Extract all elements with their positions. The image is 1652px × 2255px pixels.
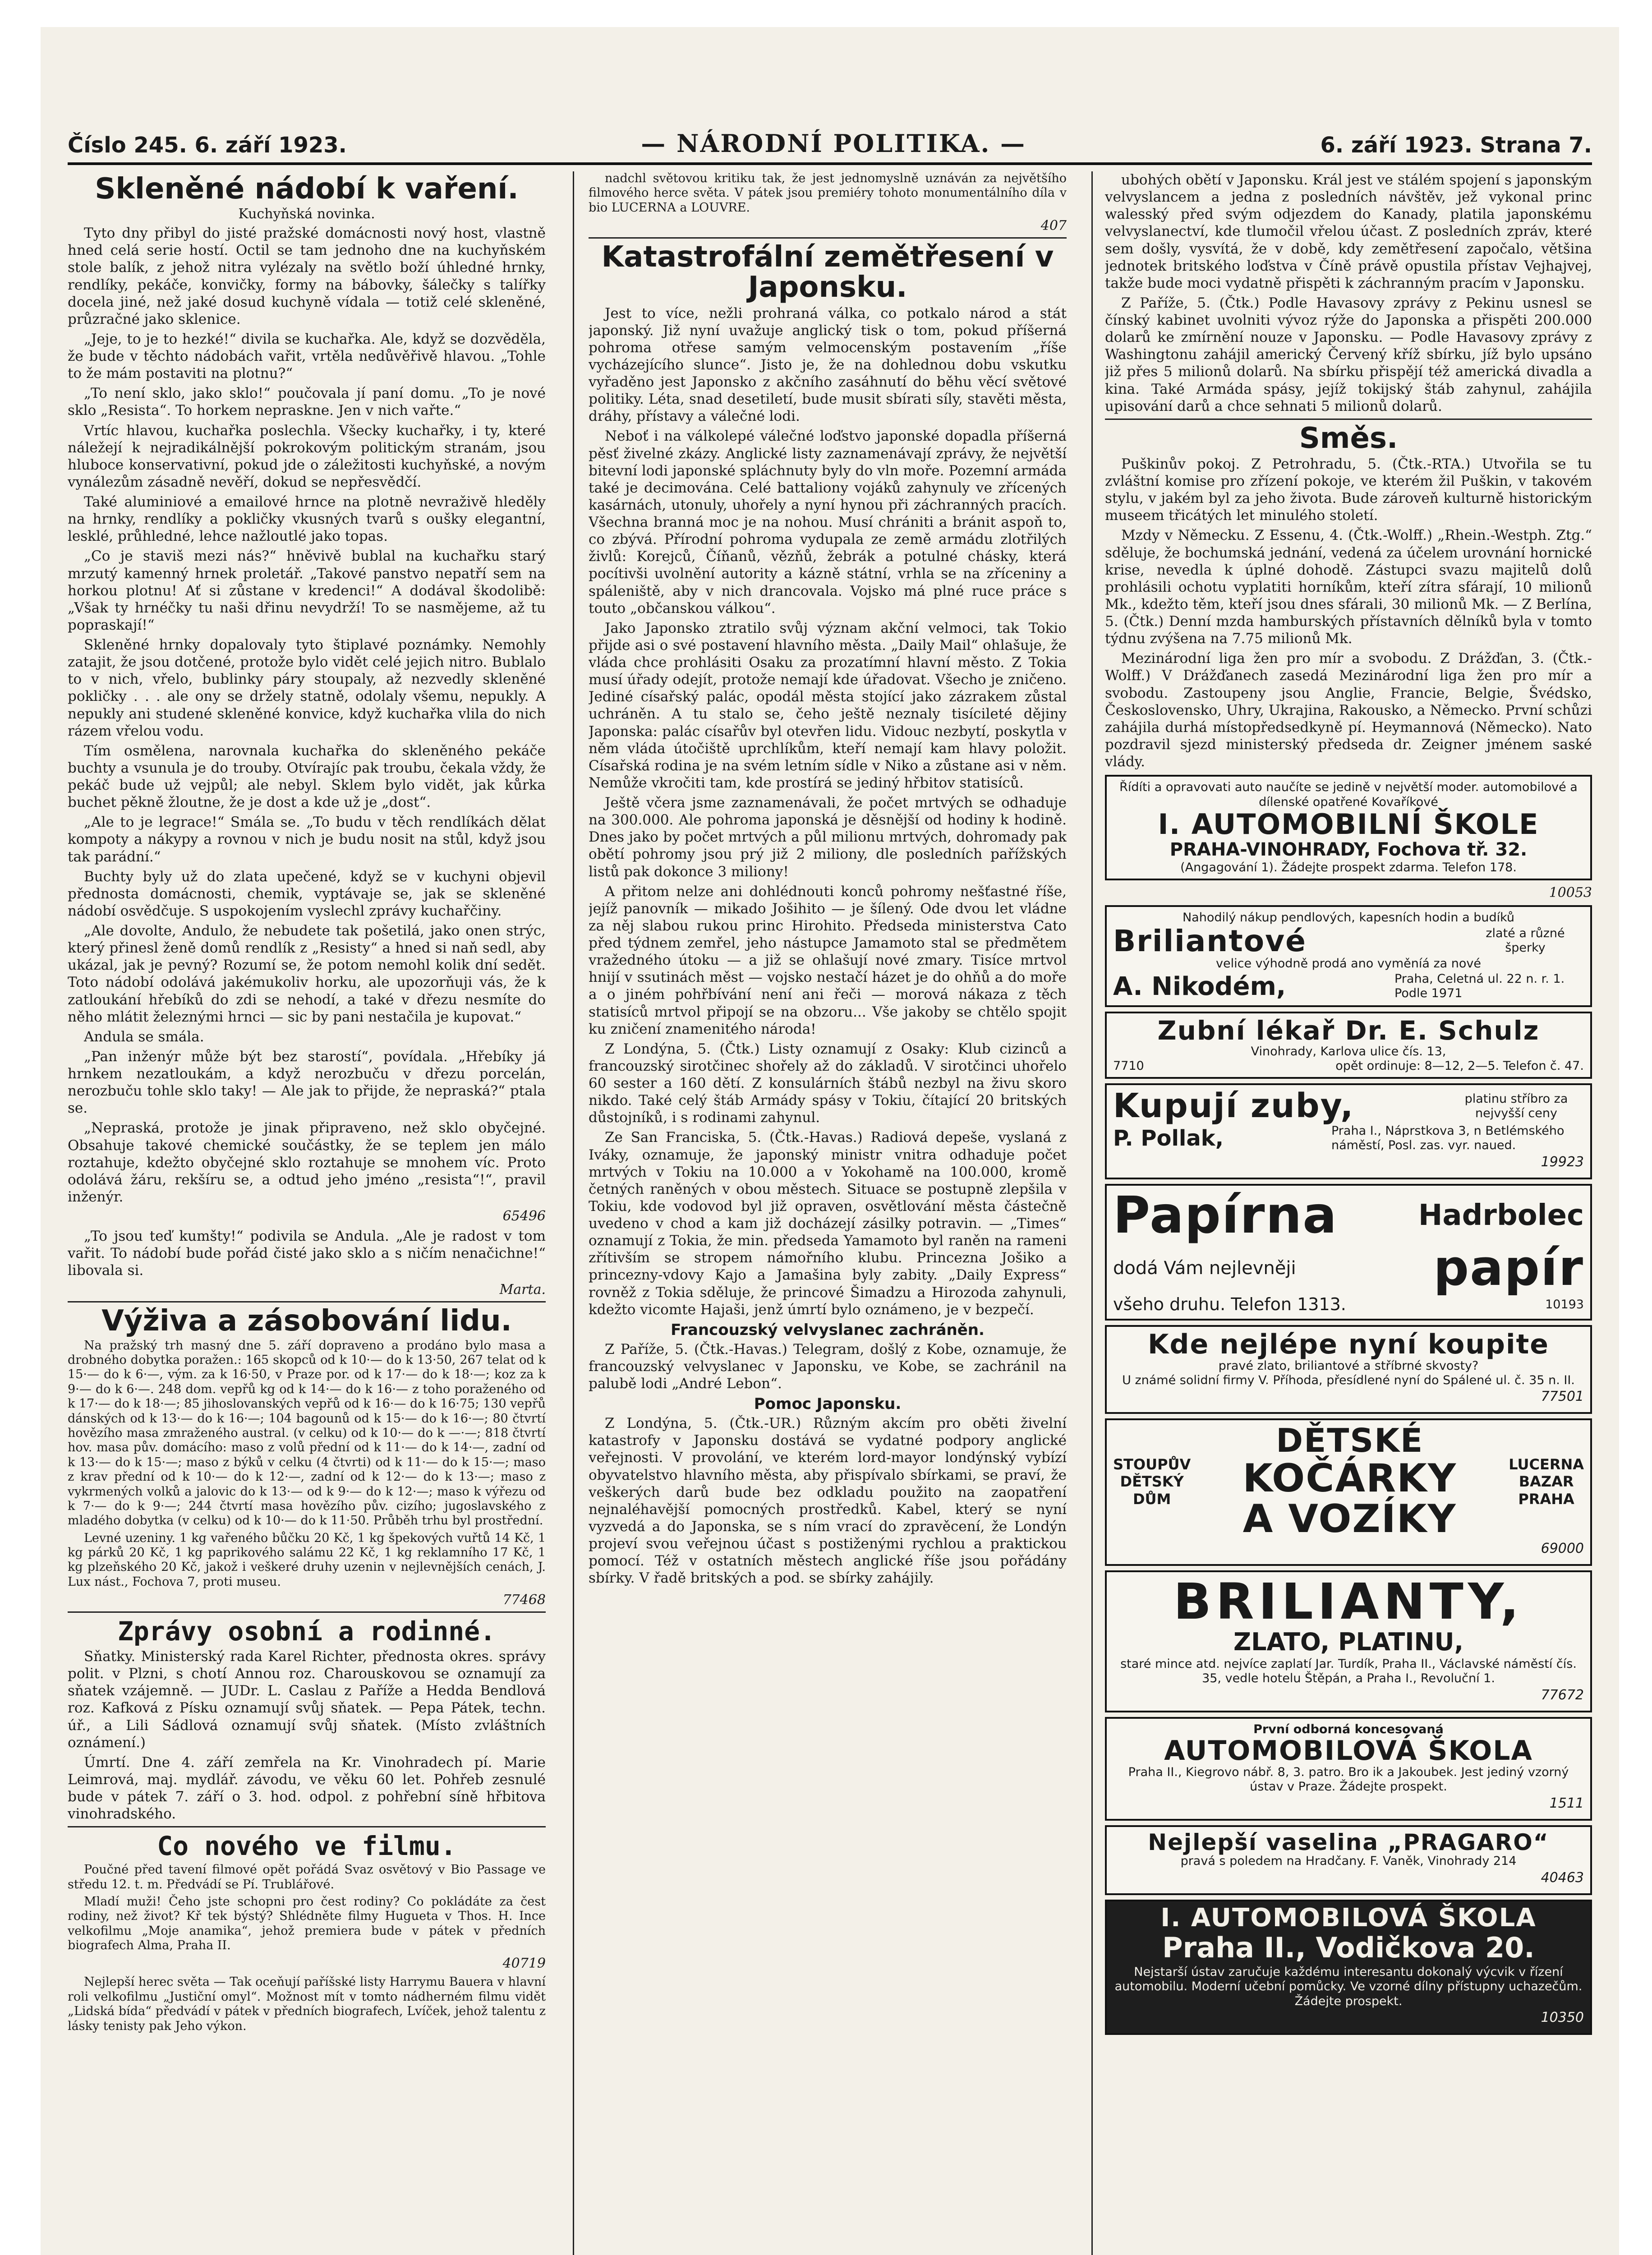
reference-number: 1511 xyxy=(1549,1795,1584,1811)
divider xyxy=(68,1611,546,1613)
ad-text: pravé zlato, briliantové a stříbrné skvosty? xyxy=(1218,1358,1479,1373)
ad-name: P. Pollak, xyxy=(1113,1125,1224,1151)
article-title: Výživa a zásobování lidu. xyxy=(101,1304,512,1338)
paragraph: Jest to více, nežli prohraná válka, co potkalo národ a stát japonský. Již nyní uvažuje anglický tisk o tom, pokud příšerná pohroma otřese samým velmocenským postavením „říše vycházejícího slunce“. Jisto je, že na dohlednou dobu vskutku vyřaděno jest Japonsko z akčního zasáhnutí do běhu věcí světové politiky. Léta, snad desetiletí, bude musit sbírati síly, stavěti města, dráhy, přístavy a válečné lodi. xyxy=(589,305,1067,425)
masthead-title: — NÁRODNÍ POLITIKA. — xyxy=(641,129,1026,158)
paragraph: Z Paříže, 5. (Čtk.) Podle Havasovy zprávy z Pekinu usnesl se čínský kabinet uvolniti vývoz rýže do Japonska a přispěti 200.000 dolarů ke zmírnění nouze v Japonsku. — Podle Havasovy zprávy z Washingtonu zahájil americký Červený kříž sbírku, jíž bylo upsáno již přes 5 milionů dolarů. Na sbírku přispějí též americká divadla a kina. Také Armáda spásy, jejíž tokijský štáb zahynul, zahájila upisování darů a chce sehnati 5 milionů dolarů. xyxy=(1105,295,1592,414)
paragraph: Na pražský trh masný dne 5. září dopraveno a prodáno bylo masa a drobného dobytka poražen.: 165 skopců od k 10·— do k 13·50, 267 telat od k 15·— do k 6·—, vým. za k 16·50, v Praze por. od k 17·— do k 18·—; koz za k 9·— do k 6·—. 248 dom. vepřů kg od k 14·— do k 16·— z toho poraženého od k 17·— do k 18·—; 85 jihoslovanských vepřů od k 16·— do k 16·75; 130 vepřů dánských od k 13·— do k 16·—; 104 bagounů od k 15·— do k 16·—; 80 čtvrtí hovězího masa zmraženého austral. (v celku) od k 10·— do k —·—; 818 čtvrtí hov. masa pův. domácího: maso z volů přední od k 11·— do k 14·—, zadní od k 13·— do k 15·—; maso z býků v celku (4 čtvrti) od k 11·— do k 15·—; maso z krav přední od k 10·— do k 12·—, zadní od k 12·— do k 13·—; maso z vykrmených volků a jalovic do k 13·— od k 9·— do k 12·—; maso k výřezu od k 7·— do k 9·—; 244 čtvrtí masa hovězího pův. cizího; jugoslavského z mladého dobytka (v celku) od k 10·— do k 11·50. Průběh trhu byl prostřední. xyxy=(68,1338,546,1528)
paragraph: Mladí muži! Čeho jste schopni pro čest rodiny? Co pokládáte za čest rodiny, než život? Kř tek býstý? Shlédněte filmy Hugueta v Thos. H. Ince velkofilmu „Moje anamika“, jehož premiera bude v pátek v předních biografech Alma, Praha II. xyxy=(68,1894,546,1953)
advertisement-dentist xyxy=(1105,1012,1592,1079)
ad-address: Praha, Celetná ul. 22 n. r. 1. Podle 1971 xyxy=(1394,971,1565,1001)
ad-headline: Zubní lékař Dr. E. Schulz xyxy=(1157,1015,1540,1046)
divider xyxy=(68,1826,546,1827)
paragraph: Sňatky. Ministerský rada Karel Richter, přednosta okres. správy polit. v Plzni, s chotí Annou roz. Charouskovou se oznamují za sňatek vzájemně. — JUDr. L. Caslau z Paříže a Hedda Bendlová roz. Kafková z Písku oznamují svůj sňatek. — Pepa Pátek, techn. úř., a Lili Sádlová oznamují svůj sňatek. (Místo zvláštních oznámení.) xyxy=(68,1648,546,1751)
reference-number: 10193 xyxy=(1545,1297,1584,1312)
section-heading: Pomoc Japonsku. xyxy=(754,1395,902,1413)
ad-text: platinu stříbro za nejvyšší ceny xyxy=(1464,1091,1568,1121)
paragraph: Andula se smála. xyxy=(84,1028,204,1045)
paragraph: „Ale dovolte, Andulo, že nebudete tak pošetilá, jako onen strýc, který přinesl ženě domů rendlík z „Resisty“ a hned si naň sedl, aby ukázal, jak je pevný? Rozumí se, že potom nemohl kolik dní sedět. Toto nádobí odolává jakémukoliv horku, ale upozorňuji vás, že k zatloukání hřebíků do zdi se nehodí, a také v dřezu nesmíte do něho mlátit železnými hrnci — sic by pani nestačila je kupovat.“ xyxy=(68,923,546,1025)
issue-number: Číslo 245. 6. září 1923. xyxy=(68,133,347,158)
reference-number: 65496 xyxy=(502,1208,546,1224)
paragraph: Z Paříže, 5. (Čtk.-Havas.) Telegram, došlý z Kobe, oznamuje, že francouzský velvyslanec v Japonsku, ve Kobe, se zachránil na palubě lodi „André Lebon“. xyxy=(589,1341,1067,1392)
reference-number: 77468 xyxy=(502,1592,546,1608)
paragraph: Nejlepší herec světa — Tak oceňují paříšské listy Harrymu Bauera v hlavní roli velkofilmu „Justiční omyl“. Možnost mít v tomto nádherném filmu vidět „Lidská bída“ předvádí v pátek v předních biografech, Lvíček, jehož talentu z lásky tenisty pak Jeho výkon. xyxy=(68,1975,546,2033)
paragraph: „Jeje, to je to hezké!“ divila se kuchařka. Ale, když se dozvěděla, že bude v těchto nádobách vařit, vrtěla nedůvěřivě hlavou. „Tohle to že mám postaviti na plotnu?“ xyxy=(68,331,546,382)
paragraph: Puškinův pokoj. Z Petrohradu, 5. (Čtk.-RTA.) Utvořila se tu zvláštní komise pro zřízení pokoje, ve kterém žil Puškin, v takovém stylu, v jakém byl za jeho života. Bude zároveň kulturně historickým museem třicátých let minulého století. xyxy=(1105,456,1592,524)
paragraph: „Co je staviš mezi nás?“ hněvivě bublal na kuchařku starý mrzutý kamenný hrnek proletář. „Takové panstvo nepatří sem na horkou plotnu! Ať si zůstane v kredenci!“ A dodával škodolibě: „Však ty hrnéčky tu naši dřinu nevydrží! To se nasmějeme, až tu popraskají!“ xyxy=(68,548,546,633)
ad-address: Praha I., Náprstkova 3, n Betlémského náměstí, Posl. zas. vyr. naued. xyxy=(1331,1124,1565,1153)
column-divider xyxy=(573,171,574,2255)
paragraph: Levné uzeniny. 1 kg vařeného bůčku 20 Kč, 1 kg špekových vuřtů 14 Kč, 1 kg párků 20 Kč, 1 kg paprikového salámu 22 Kč, 1 kg reklamního 17 Kč, 1 kg plzeňského 20 Kč, jakož i veškeré druhy uzenin v nejlevnějších cenách, J. Lux nást., Fochova 7, proti museu. xyxy=(68,1531,546,1589)
paragraph: Úmrtí. Dne 4. září zemřela na Kr. Vinohradech pí. Marie Leimrová, maj. mydlář. závodu, ve věku 60 let. Pohřeb zesnulé bude v pátek 7. září o 3. hod. odpol. z pohřební síně hřbitova vinohradského. xyxy=(68,1754,546,1822)
ad-address: PRAHA-VINOHRADY, Fochova tř. 32. xyxy=(1169,839,1528,861)
paragraph: Neboť i na válkolepé válečné loďstvo japonské dopadla příšerná pěsť živelné zkázy. Anglické listy zaznamenávají zprávy, že největší bitevní lodi japonské spláchnuty byly do vln moře. Pozemní armáda také je decimována. Celé battaliony vojáků zahynuly ve zřícených kasárnách, utonuly, uhořely a nyní hynou při záchranných pracích. Všechna branná moc je na nohou. Musí chrániti a bránit aspoň to, co zbývá. Přírodní pohroma vydupala ze země armádu zlotřilých živlů: Korejců, Číňanů, vězňů, žebrák a potulné chásky, která pocítivši uvolnění autority a kázně státní, vrhla se na zříceniny a spáleniště, aby v nich drancovala. Vojsko má plné ruce práce s touto „občanskou válkou“. xyxy=(589,428,1067,617)
paragraph: „To jsou teď kumšty!“ podivila se Andula. „Ale je radost v tom vařit. To nádobí bude pořád čisté jako sklo a s ničím nenačichne!“ libovala si. xyxy=(68,1228,546,1279)
ad-text: LUCERNA xyxy=(1509,1455,1584,1473)
reference-number: 40463 xyxy=(1541,1869,1584,1886)
paragraph: Poučné před tavení filmové opět pořádá Svaz osvětový v Bio Passage ve středu 12. t. m. Předvádí se Pí. Trublářové. xyxy=(68,1863,546,1891)
ad-headline: Kupují zuby, xyxy=(1113,1086,1354,1126)
reference-number: 10053 xyxy=(1549,885,1592,901)
page-header xyxy=(68,122,1592,158)
reference-number: 69000 xyxy=(1541,1540,1584,1556)
column-1 xyxy=(68,171,546,2255)
divider xyxy=(1105,419,1592,420)
ad-text: Řídíti a opravovati auto naučíte se jedině v největší moder. automobilové a dílenské opatřené Kovaříkové xyxy=(1119,780,1578,809)
paragraph: Buchty byly už do zlata upečené, když se v kuchyni objevil přednosta domácnosti, chemik, vyptávaje se, jak se skleněné nádobí osvědčuje. S uspokojením vyslechl zprávy kuchařčiny. xyxy=(68,868,546,919)
paragraph: Vrtíc hlavou, kuchařka poslechla. Všecky kuchařky, i ty, které náležejí k nejradikálnější pokrokovým politickým stranám, jsou hluboce konservativní, pokud jde o záležitosti kuchyňské, a novým vynálezům zásadně nevěří, dokud se nepřesvědčí. xyxy=(68,422,546,490)
column-3 xyxy=(1105,171,1592,2255)
ad-headline: Papírna xyxy=(1113,1186,1338,1245)
ad-text: všeho druhu. Telefon 1313. xyxy=(1113,1294,1346,1314)
advertisement-driving-school xyxy=(1105,1717,1592,1821)
paragraph: Jako Japonsko ztratilo svůj význam akční velmoci, tak Tokio přijde asi o své postavení hlavního města. „Daily Mail“ ohlašuje, že vláda chce prohlásiti Osaku za prozatímní hlavní město. Z Tokia musí úřady odejít, protože nemají kde úřadovat. Všecho je zničeno. Jediné císařský palác, opodál města stojící jako zázrakem zůstal uchráněn. A tu stalo se, čeho ještě neznaly tisícileté dějiny Japonska: palác císařův byl otevřen lidu. Vidouc nezbytí, poskytla v něm vláda útočiště uprchlíkům, kteří nemají kam hlavy položit. Císařská rodina je na svém letním sídle v Niko a zůstane asi v něm. Nemůže vkročiti tam, kde prostírá se jediný hřbitov statisíců. xyxy=(589,620,1067,791)
advertisement-vaseline xyxy=(1105,1825,1592,1895)
ad-name: A. Nikodém, xyxy=(1113,971,1286,1001)
advertisement-auto-school xyxy=(1105,775,1592,880)
ad-text: BAZAR xyxy=(1519,1473,1574,1491)
ad-headline: papír xyxy=(1433,1239,1584,1297)
ad-text: opět ordinuje: 8—12, 2—5. Telefon č. 47. xyxy=(1335,1059,1584,1073)
paragraph: A přitom nelze ani dohlédnouti konců pohromy nešťastné říše, jejíž panovník — mikado Jošihito — je šílený. Ode dvou let vládne za něj slabou rukou princ Hirohito. Předseda ministerstva Cato před týdnem zemřel, jeho nástupce Jamamoto stal se předmětem vražedného útoku — a již se ohlašují nové zmary. Tisíce mrtvol hnijí v ssutinách měst — vojsko nestačí házet je do ohňů a do moře a o jiném pohřbívání není ani řeči — morová nákaza z těch statisíců mrtvol připojí se na obzoru... Vše jakoby se chtělo spojit ku zničení znamenitého národa! xyxy=(589,883,1067,1037)
header-rule xyxy=(68,162,1592,165)
paragraph: ubohých obětí v Japonsku. Král jest ve stálém spojení s japonským velvyslancem a jedna z posledních návštěv, jež vykonal princ walesský před svým odjezdem do Kanady, platila japonskému velvyslanectví, kde tlumočil vřelou účast. Z posledních zpráv, které sem došly, vysvítá, že v době, kdy zemětřesení započalo, většina jednotek britského loďstva v Číně právě opustila přístav Vejhajvej, takže bude moci vydatně přispěti k záchranným pracím v Japonsku. xyxy=(1105,172,1592,291)
ad-headline: DĚTSKÉ xyxy=(1276,1422,1424,1460)
ad-text: dodá Vám nejlevněji xyxy=(1113,1258,1296,1279)
article-title: Co nového ve filmu. xyxy=(157,1831,456,1862)
ad-address: Praha II., Vodičkova 20. xyxy=(1162,1931,1535,1965)
advertisement-prams xyxy=(1105,1418,1592,1565)
ad-address: U známé solidní firmy V. Příhoda, přesídlené nyní do Spálené ul. č. 35 n. II. xyxy=(1122,1373,1575,1387)
divider xyxy=(68,1301,546,1302)
reference-number: 40719 xyxy=(502,1956,546,1972)
column-2 xyxy=(589,171,1067,2255)
paragraph: Skleněné hrnky dopalovaly tyto štiplavé poznámky. Nemohly zatajit, že jsou dotčené, protože bylo vidět celé jejich nitro. Bublalo to v nich, vřelo, bublinky páry stoupaly, až nezvedly skleněné pokličky . . . ale ony se držely statně, odolaly všemu, nepukly. A nepukly ani studené skleněné konvice, když kuchařka vlila do nich rázem vřelou vodu. xyxy=(68,637,546,739)
ad-text: pravá s poledem na Hradčany. F. Vaněk, Vinohrady 214 xyxy=(1180,1854,1517,1868)
paragraph: Mzdy v Německu. Z Essenu, 4. (Čtk.-Wolff.) „Rhein.-Westph. Ztg.“ sděluje, že bochumská jednání, vedená za účelem urovnání hornické krise, nevedla k úplné dohodě. Zástupci svazu majitelů dolů prohlásili ochotu vyplatiti horníkům, kteří zítra sfárají, 10 milionů Mk., kdežto těm, kteří jsou dnes sfárali, 30 milionů Mk. — Z Berlína, 5. (Čtk.) Denní mzda hamburských přístavních dělníků byla v tomto týdnu zvýšena na 7.75 milionů Mk. xyxy=(1105,527,1592,647)
advertisement-paper-mill xyxy=(1105,1184,1592,1321)
reference-number: 77672 xyxy=(1541,1687,1584,1703)
ad-headline: Kde nejlépe nyní koupite xyxy=(1148,1328,1549,1360)
ad-headline: I. AUTOMOBILNÍ ŠKOLE xyxy=(1158,807,1539,841)
paragraph: „Pan inženýr může být bez starostí“, povídala. „Hřebíky já hrnkem nezatloukám, a když nerozbuču v dřezu porcelán, nerozbuču tohle sklo taky! — Ale jak to přijde, že nepraská?“ ptala se. xyxy=(68,1048,546,1117)
author-signature: Marta. xyxy=(499,1282,546,1298)
advertisement-jeweller xyxy=(1105,1325,1592,1414)
ad-text: velice výhodně prodá ano vyměníá za nové xyxy=(1216,957,1481,971)
advertisement-gold-buyer xyxy=(1105,1570,1592,1712)
paragraph: Ještě včera jsme zaznamenávali, že počet mrtvých se odhaduje na 300.000. Ale pohroma japonská je děsnější od hodiny k hodině. Dnes jako by počet mrtvých a půl milionu mrtvých, dohromady pak obětí pohromy jsou prý již 2 miliony, dle posledních pařížských listů pak dokonce 3 miliony! xyxy=(589,795,1067,880)
ad-headline: Nejlepší vaselina „PRAGARO“ xyxy=(1148,1829,1549,1855)
ad-headline: Briliantové xyxy=(1113,923,1307,958)
reference-number: 10350 xyxy=(1541,2010,1584,2026)
ad-text: staré mince atd. nejvíce zaplatí Jar. Turdík, Praha II., Václavské náměstí čís. 35, vedle hotelu Štěpán, a Praha I., Revoluční 1. xyxy=(1120,1657,1577,1686)
paragraph: „Ale to je legrace!“ Smála se. „To budu v těch rendlíkách dělat kompoty a nákypy a rovnou v nich je budu nosit na stůl, když jsou tak parádní.“ xyxy=(68,814,546,865)
reference-number: 19923 xyxy=(1541,1154,1584,1170)
ad-subheadline: ZLATO, PLATINU, xyxy=(1233,1628,1464,1657)
page-number: 6. září 1923. Strana 7. xyxy=(1320,133,1592,158)
ad-headline: BRILIANTY, xyxy=(1173,1572,1523,1630)
paragraph: Ze San Franciska, 5. (Čtk.-Havas.) Radiová depeše, vyslaná z Iváky, oznamuje, že japonský ministr vnitra odhaduje počet mrtvých v Tokiu na 10.000 a v Yokohamě na 100.000, kromě četných raněných v obou městech. Situace se postupně zlepšila v Tokiu, kde vodovod byl již opraven, osvětlování města částečně uvedeno v chod a kam již docházejí zásilky potravin. — „Times“ oznamují z Tokia, že min. předseda Yamamoto byl raněn na rameni zřítivším se stropem námořního klubu. Princezna Jošiko a princezny-vdovy Kajo a Jamašina byly zabity. „Daily Express“ rovněž z Tokia sděluje, že princové Šimadzu a Hirozoda zahynuli, kdežto vicomte Hajaši, jenž úmrtí bylo oznámeno, je v bezpečí. xyxy=(589,1129,1067,1318)
paragraph: Z Londýna, 5. (Čtk.) Listy oznamují z Osaky: Klub cizinců a francouzský sirotčinec shořely až do základů. V sirotčinci uhořelo 60 sester a 160 dětí. Z konsulárních štábů nezbyl na živu skoro nikdo. Také celý štáb Armády spásy v Tokiu, čítající 20 britských důstojníků, i s rodinami zahynul. xyxy=(589,1040,1067,1126)
paragraph: Z Londýna, 5. (Čtk.-UR.) Různým akcím pro oběti živelní katastrofy v Japonsku dostává se vydatné podpory anglické veřejnosti. V provolání, ve kterém lord-mayor londýnský vybízí obyvatelstvo hlavního města, aby přispívalo sbírkami, se praví, že veškerých darů bude bez odkladu použito na zaopatření nejnaléhavější pomocných prostředků. Kabel, který se nyní vyzvedá a do Japonska, se s ním vrací do zpravěcení, že Londýn projeví svou veřejnou účast s postiženými rychlou a praktickou pomocí. Též v ostatních městech anglické říše jsou pořádány sbírky. V řadě britských a pod. se sbírky zahájily. xyxy=(589,1415,1067,1587)
ad-headline: A VOZÍKY xyxy=(1242,1496,1457,1542)
ad-name: Hadrbolec xyxy=(1418,1199,1584,1233)
section-heading: Francouzský velvyslanec zachráněn. xyxy=(671,1321,985,1339)
paragraph: Také aluminiové a emailové hrnce na plotně nevraživě hleděly na hrnky, rendlíky a pokličky vkusných tvarů s oušky elegantní, lesklé, průhledné, lehce nažloutlé jako topas. xyxy=(68,494,546,545)
column-divider xyxy=(1091,171,1093,2255)
ad-text: Nejstarší ústav zaručuje každému interesantu dokonalý výcvik v řízení automobilu. Moderní učební pomůcky. Ve vzorné dílny přístupny uchazečům. Žádejte prospekt. xyxy=(1114,1965,1583,2008)
advertisement-teeth-buyer xyxy=(1105,1083,1592,1179)
article-title: Zprávy osobní a rodinné. xyxy=(117,1616,496,1647)
paragraph: Tyto dny přibyl do jisté pražské domácnosti nový host, vlastně hned celá serie hostí. Octil se tam jednoho dne na kuchyňském stole balík, z jehož nitra vylézaly na světlo boží úhledné hrnky, rendlíky, pekáče, konvičky, formy na bábovky, šálečky s talířky docela jiné, než jaké dosud kuchyně vídala — totiž celé skleněné, průzračné jako sklenice. xyxy=(68,225,546,327)
paragraph: Tím osmělena, narovnala kuchařka do skleněného pekáče buchty a vsunula je do trouby. Otvírajíc pak troubu, čekala vždy, že pekáč bude už vejpůl; ale nebyl. Sklem bylo vidět, jak kůrka buchet pěkně žloutne, že je dost a kde už je „dost“. xyxy=(68,742,546,811)
ad-headline: KOČÁRKY xyxy=(1242,1455,1457,1501)
reference-number: 77501 xyxy=(1541,1389,1584,1405)
advertisement-auto-school-vodickova xyxy=(1105,1900,1592,2035)
paragraph: „To není sklo, jako sklo!“ poučovala jí paní domu. „To je nové sklo „Resista“. To horkem nepraskne. Jen v nich vařte.“ xyxy=(68,385,546,419)
ad-text: Praha II., Kiegrovo nábř. 8, 3. patro. Bro ik a Jakoubek. Jest jediný vzorný ústav v Praze. Žádejte prospekt. xyxy=(1128,1765,1569,1794)
newspaper-page xyxy=(41,27,1619,2255)
ad-address: Vinohrady, Karlova ulice čís. 13, xyxy=(1251,1044,1446,1058)
ad-headline: I. AUTOMOBILOVÁ ŠKOLA xyxy=(1160,1903,1537,1933)
ad-store xyxy=(1509,1456,1584,1508)
paragraph: nadchl světovou kritiku tak, že jest jednomyslně uznáván za největšího filmového herce světa. V pátek jsou premiéry tohoto monumentálního díla v bio LUCERNA a LOUVRE. xyxy=(589,171,1067,215)
ad-text: zlaté a různé šperky xyxy=(1486,926,1565,955)
article-subtitle: Kuchyňská novinka. xyxy=(238,206,375,222)
article-title: Katastrofální zemětřesení v Japonsku. xyxy=(601,240,1054,304)
reference-number: 407 xyxy=(1040,218,1067,234)
advertisement-brilliants xyxy=(1105,905,1592,1007)
article-title: Skleněné nádobí k vaření. xyxy=(95,172,519,206)
paragraph: Mezinárodní liga žen pro mír a svobodu. Z Drážďan, 3. (Čtk.-Wolff.) V Drážďanech zasedá Mezinárodní liga žen pro mír a svobodu. Zastoupeny jsou Anglie, Francie, Belgie, Švédsko, Československo, Uhry, Ukrajina, Rakousko, a Německo. První schůzi zahájila durhá místopředsedkyně pí. Heymannová (Německo). Nato pozdravil sjezd ministerský předseda dr. Zeigner jménem saské vlády. xyxy=(1105,650,1592,770)
ad-text: DĚTSKÝ xyxy=(1120,1473,1184,1491)
ad-text: PRAHA xyxy=(1518,1490,1574,1508)
ad-text: (Angagování 1). Žádejte prospekt zdarma. Telefon 178. xyxy=(1180,861,1517,875)
ad-store xyxy=(1113,1456,1191,1508)
ad-text: STOUPŮV xyxy=(1113,1455,1191,1473)
ad-text: DŮM xyxy=(1132,1490,1171,1508)
divider xyxy=(589,237,1067,239)
ad-headline: AUTOMOBILOVÁ ŠKOLA xyxy=(1164,1735,1533,1767)
paragraph: „Nepraská, protože je jinak připraveno, než sklo obyčejné. Obsahuje takové chemické součástky, že se teplem jen málo roztahuje, kdežto obyčejné sklo roztahuje se mnohem víc. Proto odolává žáru, rekšíru se, a odtud jeho jméno „resista“!“, pravil inženýr. xyxy=(68,1120,546,1205)
reference-number: 7710 xyxy=(1113,1059,1144,1073)
ad-text: Nahodilý nákup pendlových, kapesních hodin a budíků xyxy=(1182,911,1515,925)
section-title: Směs. xyxy=(1299,421,1398,455)
ad-text: První odborná koncesovaná xyxy=(1253,1722,1444,1736)
